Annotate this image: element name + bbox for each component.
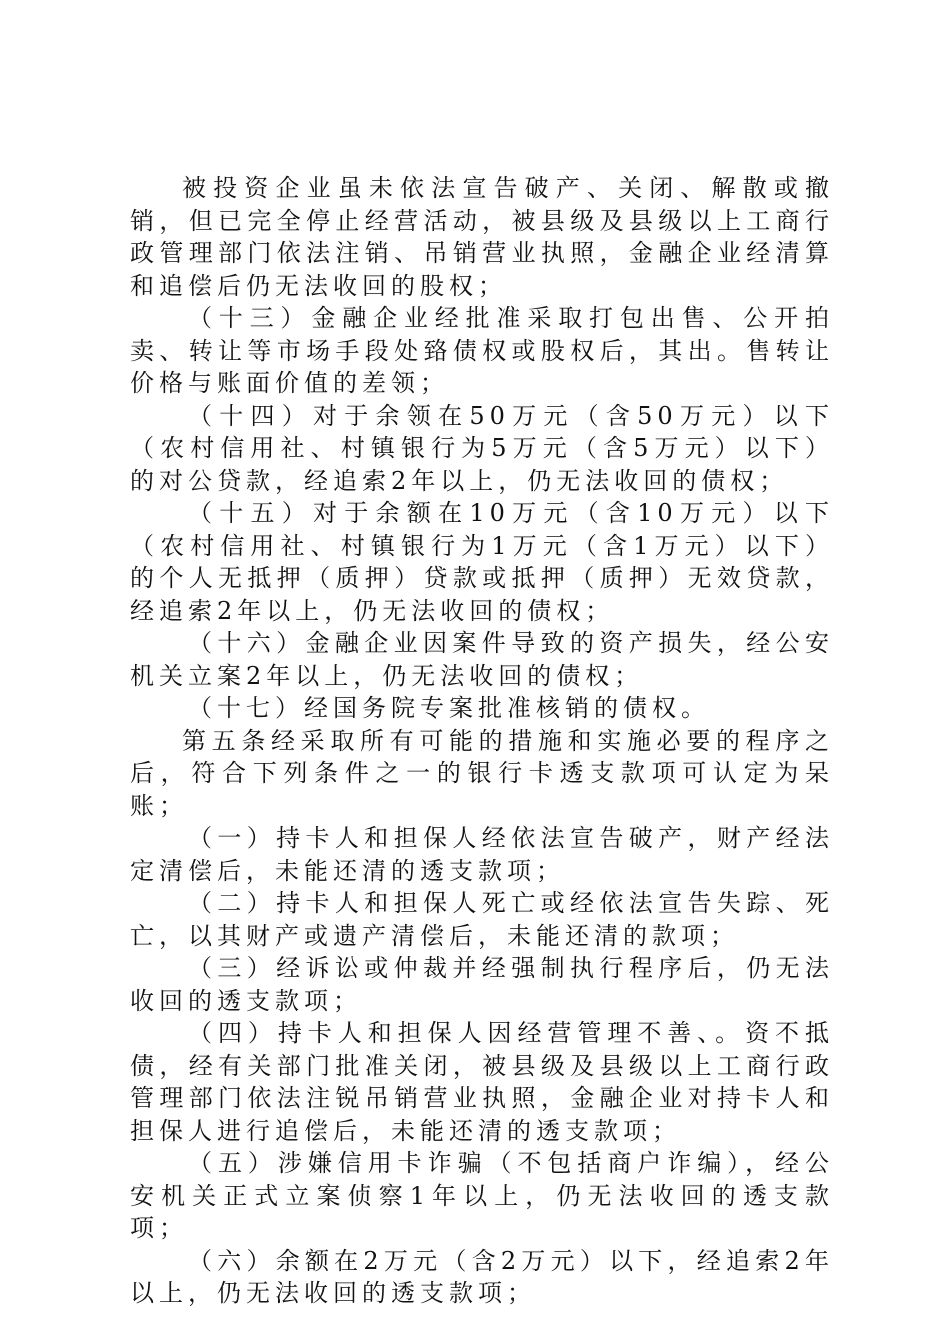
paragraph-card-item-6: （六）余额在2万元（含2万元）以下，经追索2年以上，仍无法收回的透支款项； [130, 1246, 834, 1307]
paragraph-card-item-4: （四）持卡人和担保人因经营管理不善、。资不抵债，经有关部门批准关闭，被县级及县级以上工商行政管理部门依法注锐吊销营业执照，金融企业对持卡人和担保人进行追偿后，未能还清的透支款项； [130, 1019, 834, 1145]
paragraph-item-15: （十五）对于余额在10万元（含10万元）以下（农村信用社、村镇银行为1万元（含1万元）以下）的个人无抵押（质押）贷款或抵押（质押）无效贷款，经追索2年以上，仍无法收回的债权； [130, 499, 834, 625]
document-body [130, 172, 834, 1310]
paragraph-item-17: （十七）经国务院专案批准核销的债权。 [188, 694, 710, 722]
paragraph-card-item-5: （五）涉嫌信用卡诈骗（不包括商户诈编），经公安机关正式立案侦察1年以上，仍无法收回的透支款项； [130, 1149, 834, 1242]
paragraph-equity-loss: 被投资企业虽未依法宣告破产、关闭、解散或撤销，但已完全停止经营活动，被县级及县级以上工商行政管理部门依法注销、吊销营业执照，金融企业经清算和追偿后仍无法收回的股权； [130, 174, 834, 300]
paragraph-card-item-2: （二）持卡人和担保人死亡或经依法宣告失踪、死亡，以其财产或遗产清偿后，未能还清的款项； [130, 889, 834, 950]
paragraph-card-item-1: （一）持卡人和担保人经依法宣告破产，财产经法定清偿后，未能还清的透支款项； [130, 824, 834, 885]
paragraph-item-14: （十四）对于余领在50万元（含50万元）以下（农村信用社、村镇银行为5万元（含5万元）以下）的对公贷款，经追索2年以上，仍无法收回的债权； [130, 401, 834, 495]
paragraph-article-5: 第五条经采取所有可能的措施和实施必要的程序之后，符合下列条件之一的银行卡透支款项可认定为呆账； [130, 726, 834, 820]
paragraph-card-item-3: （三）经诉讼或仲裁并经强制执行程序后，仍无法收回的透支款项； [130, 954, 834, 1015]
paragraph-item-13: （十三）金融企业经批准采取打包出售、公开拍卖、转让等市场手段处臵债权或股权后，其出。售转让价格与账面价值的差领； [130, 304, 834, 397]
paragraph-item-16: （十六）金融企业因案件导致的资产损失，经公安机关立案2年以上，仍无法收回的债权； [130, 629, 834, 690]
